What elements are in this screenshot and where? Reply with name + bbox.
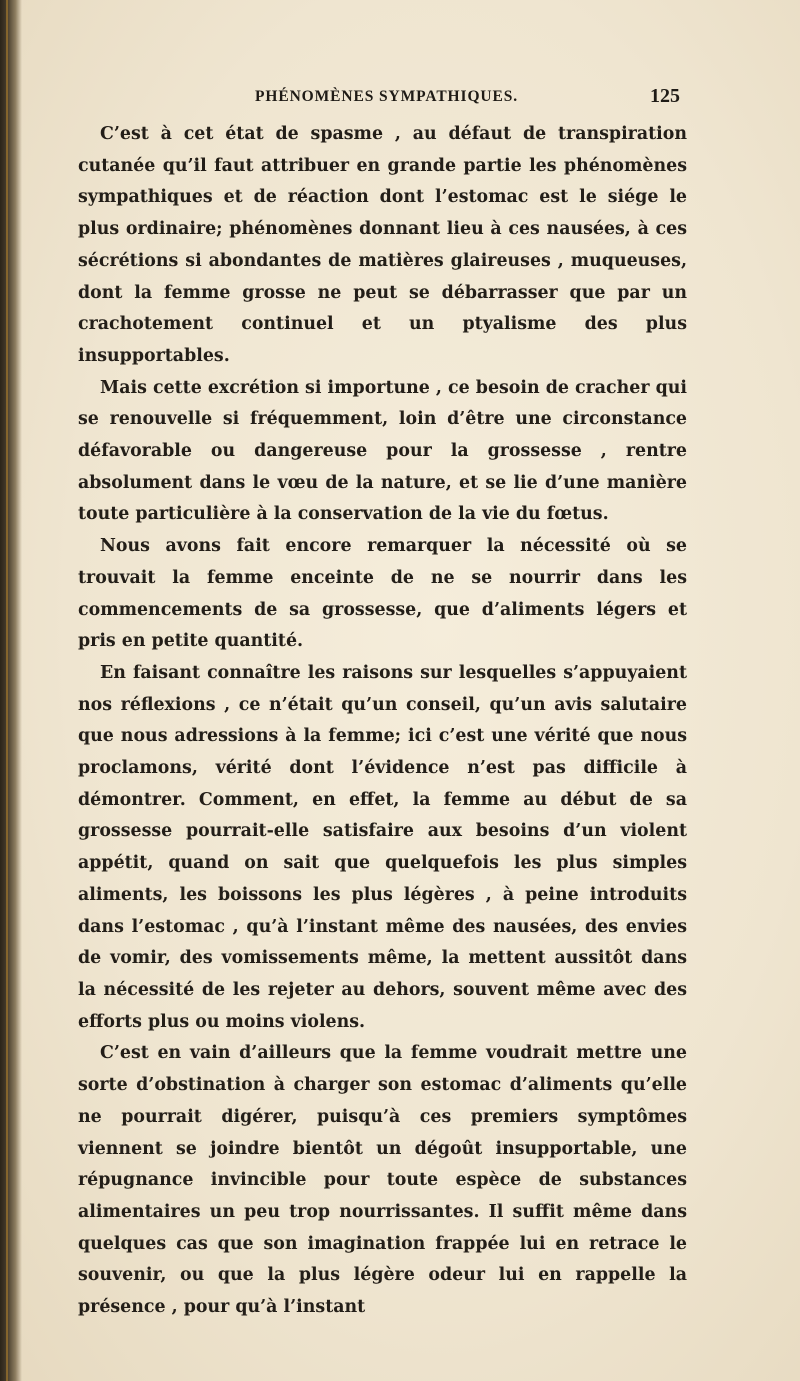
paragraph-2: Mais cette excrétion si importune , ce besoin de cracher qui se renouvelle si fréquemment, loin d’être une circonstance défavorable ou dangereuse pour la grossesse , rentre absolument dans le vœu de la nature, et se lie d’une manière toute particulière à la conservation de la vie du fœtus. — [78, 377, 687, 525]
running-title: PHÉNOMÈNES SYMPATHIQUES. — [255, 88, 519, 105]
book-binding-edge — [0, 0, 22, 1381]
paragraph-1: C’est à cet état de spasme , au défaut de transpiration cutanée qu’il faut attribuer en grande partie les phénomènes sympathiques et de réaction dont l’estomac est le siége le plus ordinaire; phénomènes donnant lieu à ces nausées, à ces sécrétions si abondantes de matières glaireuses , muqueuses, dont la femme grosse ne peut se débarrasser que par un crachotement continuel et un ptyalisme des plus insupportables. — [78, 124, 687, 366]
body-text — [78, 119, 687, 1324]
paragraph-5: C’est en vain d’ailleurs que la femme voudrait mettre une sorte d’obstination à charger son estomac d’aliments qu’elle ne pourrait digérer, puisqu’à ces premiers symptômes viennent se joindre bientôt un dégoût insupportable, une répugnance invincible pour toute espèce de substances alimentaires un peu trop nourrissantes. Il suffit même dans quelques cas que son imagination frappée lui en retrace le souvenir, ou que la plus légère odeur lui en rappelle la présence , pour qu’à l’instant — [78, 1043, 687, 1318]
paragraph-3: Nous avons fait encore remarquer la nécessité où se trouvait la femme enceinte de ne se nourrir dans les commencements de sa grossesse, que d’aliments légers et pris en petite quantité. — [78, 536, 687, 652]
page-number: 125 — [650, 85, 680, 107]
running-header — [0, 85, 800, 111]
paragraph-4: En faisant connaître les raisons sur lesquelles s’appuyaient nos réflexions , ce n’était qu’un conseil, qu’un avis salutaire que nous adressions à la femme; ici c’est une vérité que nous proclamons, vérité dont l’évidence n’est pas difficile à démontrer. Comment, en effet, la femme au début de sa grossesse pourrait-elle satisfaire aux besoins d’un violent appétit, quand on sait que quelquefois les plus simples aliments, les boissons les plus légères , à peine introduits dans l’estomac , qu’à l’instant même des nausées, des envies de vomir, des vomissements même, la mettent aussitôt dans la nécessité de les rejeter au dehors, souvent même avec des efforts plus ou moins violens. — [78, 662, 687, 1032]
